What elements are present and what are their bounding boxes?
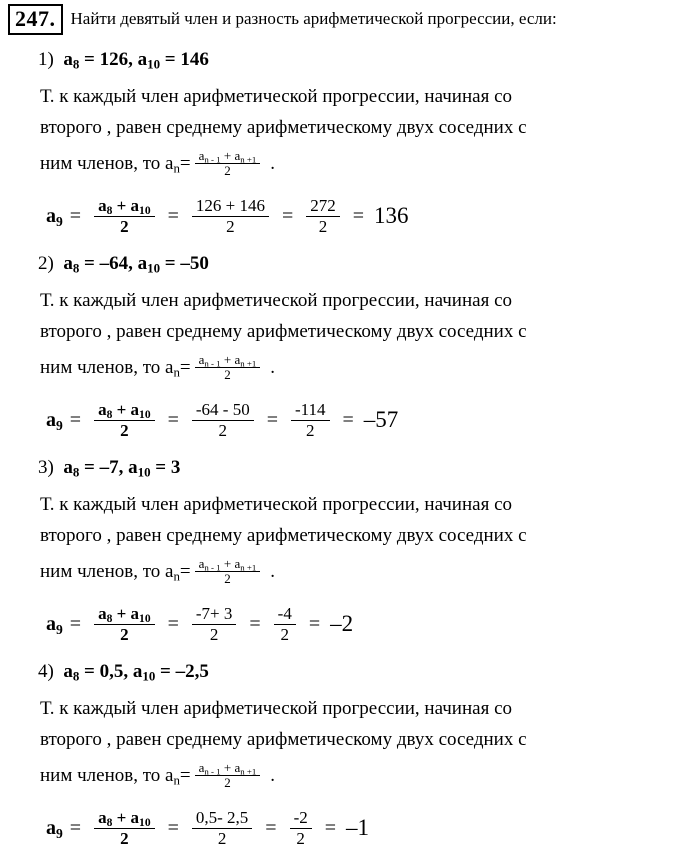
explanation-line-1: Т. к каждый член арифметической прогрессии, начиная со xyxy=(40,86,513,107)
problem-block xyxy=(0,251,700,443)
variable: $a_{10}$ xyxy=(137,49,161,72)
fraction-denominator: 2 xyxy=(94,420,155,440)
fraction xyxy=(192,401,254,440)
problem-explanation xyxy=(8,285,692,387)
fraction-denominator: 2 xyxy=(291,420,330,440)
plus-sign: + xyxy=(223,759,232,775)
explanation-line-1: Т. к каждый член арифметической прогрессии, начиная со xyxy=(40,494,513,515)
explanation-line-1: Т. к каждый член арифметической прогрессии, начиная со xyxy=(40,290,513,311)
equals-sign: = xyxy=(69,204,82,227)
fraction-denominator: 2 xyxy=(306,216,340,236)
problem-explanation xyxy=(8,489,692,591)
plus-sign: + xyxy=(116,603,127,623)
variable: $a_8$ xyxy=(63,253,80,276)
equals-sign: = xyxy=(265,816,277,839)
fraction-numerator: -114 xyxy=(294,399,326,419)
fraction-numerator: -7+ 3 xyxy=(195,603,233,623)
variable: $a_{10}$ xyxy=(137,253,161,276)
fraction-numerator: -64 - 50 xyxy=(195,399,250,419)
problem-label: 3) xyxy=(38,457,54,478)
fraction-denominator: 2 xyxy=(290,828,312,848)
equals-sign: = xyxy=(167,408,179,431)
explanation-formula-lead: ним членов, то $a_n=$ xyxy=(40,356,191,380)
explanation-line-2: второго , равен среднему арифметическому двух соседних с xyxy=(40,729,527,750)
variable: $a_9$ xyxy=(46,816,63,841)
problem-statement: 3) $a_8 = -7$, $a_{10} = 3$ xyxy=(38,457,181,480)
equals-sign: = xyxy=(308,612,321,635)
explanation-line-1: Т. к каждый член арифметической прогрессии, начиная со xyxy=(40,698,513,719)
fraction xyxy=(274,605,296,644)
explanation-line-2: второго , равен среднему арифметическому двух соседних с xyxy=(40,321,527,342)
problem-label: 2) xyxy=(38,253,54,274)
equals-sign: = xyxy=(167,612,179,635)
fraction-numerator: 0,5- 2,5 xyxy=(195,807,249,827)
solution-lhs xyxy=(46,817,63,840)
variable: $a_{n - 1}$ xyxy=(198,147,221,165)
plus-sign: + xyxy=(223,555,232,571)
equals-sign: = xyxy=(342,408,354,431)
fraction-denominator: 2 xyxy=(192,216,269,236)
fraction-denominator: 2 xyxy=(274,624,296,644)
equals-sign: = xyxy=(352,204,365,227)
fraction-numerator: -2 xyxy=(293,807,308,827)
explanation-formula-lead: ним членов, то $a_n=$ xyxy=(40,152,191,176)
variable: $a_{10}$ xyxy=(130,603,151,625)
equals-sign: = xyxy=(167,204,179,227)
fraction xyxy=(195,149,261,177)
fraction-denominator: 2 xyxy=(195,775,261,790)
fraction-numerator: -4 xyxy=(277,603,292,623)
solution-result: –1 xyxy=(346,815,370,840)
fraction-denominator: 2 xyxy=(192,828,252,848)
variable: $a_{n - 1}$ xyxy=(198,351,221,369)
fraction xyxy=(192,197,269,236)
problem-blocks xyxy=(0,47,700,851)
problem-block xyxy=(0,47,700,239)
variable: $a_9$ xyxy=(46,204,63,229)
explanation-line-3 xyxy=(40,551,688,591)
equals-sign: = xyxy=(324,816,337,839)
fraction-denominator: 2 xyxy=(195,571,261,586)
fraction xyxy=(192,605,237,644)
fraction xyxy=(94,197,155,236)
fraction-numerator xyxy=(195,149,261,163)
equals-sign: = xyxy=(249,612,261,635)
solution-lhs xyxy=(46,409,63,432)
variable: $a_9$ xyxy=(46,612,63,637)
variable: $a_8$ xyxy=(98,807,113,829)
sentence-period: . xyxy=(270,560,275,582)
fraction-numerator xyxy=(94,605,155,624)
fraction xyxy=(94,401,155,440)
fraction-numerator xyxy=(94,197,155,216)
variable: $a_9$ xyxy=(46,408,63,433)
plus-sign: + xyxy=(116,195,127,215)
fraction-denominator: 2 xyxy=(94,828,155,848)
variable: $a_{10}$ xyxy=(132,661,156,684)
variable: $a_{n +1}$ xyxy=(234,759,257,777)
variable: $a_8$ xyxy=(98,399,113,421)
fraction-numerator xyxy=(94,809,155,828)
problem-statement: 4) $a_8 = 0,5$, $a_{10} = -2,5$ xyxy=(38,661,209,684)
explanation-line-3 xyxy=(40,143,688,183)
variable: $a_{10}$ xyxy=(130,195,151,217)
task-header xyxy=(0,0,700,35)
problem-explanation xyxy=(8,693,692,795)
sentence-period: . xyxy=(270,356,275,378)
explanation-line-3 xyxy=(40,755,688,795)
variable: $a_{10}$ xyxy=(130,399,151,421)
problem-block xyxy=(0,659,700,851)
variable: $a_{n +1}$ xyxy=(234,351,257,369)
problem-label: 1) xyxy=(38,49,54,70)
sentence-period: . xyxy=(270,764,275,786)
fraction xyxy=(94,809,155,848)
equals-sign: = xyxy=(281,204,294,227)
problem-solution xyxy=(8,805,692,851)
fraction-numerator: 126 + 146 xyxy=(195,195,265,215)
equals-sign: = xyxy=(167,816,179,839)
variable: $a_{n - 1}$ xyxy=(198,759,221,777)
solution-lhs xyxy=(46,613,63,636)
problem-solution xyxy=(8,397,692,443)
variable: $a_{n - 1}$ xyxy=(198,555,221,573)
equals-sign: = xyxy=(69,612,82,635)
fraction xyxy=(306,197,340,236)
sentence-period: . xyxy=(270,152,275,174)
variable: $a_8$ xyxy=(63,457,80,480)
plus-sign: + xyxy=(223,147,232,163)
problem-label: 4) xyxy=(38,661,54,682)
fraction-numerator xyxy=(195,761,261,775)
equals-sign: = xyxy=(69,816,82,839)
plus-sign: + xyxy=(116,807,127,827)
problem-explanation xyxy=(8,81,692,183)
variable: $a_{10}$ xyxy=(128,457,151,480)
fraction xyxy=(195,353,261,381)
plus-sign: + xyxy=(223,351,232,367)
fraction-denominator: 2 xyxy=(192,420,254,440)
fraction-numerator xyxy=(94,401,155,420)
solution-result: –2 xyxy=(330,611,354,636)
fraction xyxy=(195,557,261,585)
fraction-denominator: 2 xyxy=(94,624,155,644)
fraction-numerator xyxy=(195,557,261,571)
solution-lhs xyxy=(46,205,63,228)
problem-solution xyxy=(8,601,692,647)
problem-block xyxy=(0,455,700,647)
variable: $a_{n +1}$ xyxy=(234,147,257,165)
fraction xyxy=(192,809,252,848)
variable: $a_8$ xyxy=(63,49,80,72)
plus-sign: + xyxy=(116,399,127,419)
fraction xyxy=(291,401,330,440)
problem-statement: 2) $a_8 = -64$, $a_{10} = -50$ xyxy=(38,253,209,276)
equals-sign: = xyxy=(69,408,82,431)
fraction xyxy=(290,809,312,848)
variable: $a_{10}$ xyxy=(130,807,151,829)
solution-result: 136 xyxy=(374,203,409,228)
fraction-denominator: 2 xyxy=(192,624,237,644)
variable: $a_8$ xyxy=(98,195,113,217)
problem-solution xyxy=(8,193,692,239)
fraction-numerator: 272 xyxy=(310,195,336,215)
variable: $a_8$ xyxy=(98,603,113,625)
fraction-denominator: 2 xyxy=(195,163,261,178)
variable: $a_8$ xyxy=(63,661,80,684)
solution-result: –57 xyxy=(363,407,399,432)
fraction-denominator: 2 xyxy=(94,216,155,236)
fraction-numerator xyxy=(195,353,261,367)
fraction-denominator: 2 xyxy=(195,367,261,382)
explanation-line-3 xyxy=(40,347,688,387)
explanation-formula-lead: ним членов, то $a_n=$ xyxy=(40,560,191,584)
equals-sign: = xyxy=(266,408,278,431)
variable: $a_{n +1}$ xyxy=(234,555,257,573)
fraction xyxy=(94,605,155,644)
explanation-line-2: второго , равен среднему арифметическому двух соседних с xyxy=(40,525,527,546)
explanation-line-2: второго , равен среднему арифметическому двух соседних с xyxy=(40,117,527,138)
task-prompt: Найти девятый член и разность арифметической прогрессии, если: xyxy=(70,9,557,28)
task-number-box: 247. xyxy=(8,4,63,35)
explanation-formula-lead: ним членов, то $a_n=$ xyxy=(40,764,191,788)
fraction xyxy=(195,761,261,789)
problem-statement: 1) $a_8 = 126$, $a_{10} = 146$ xyxy=(38,49,209,72)
